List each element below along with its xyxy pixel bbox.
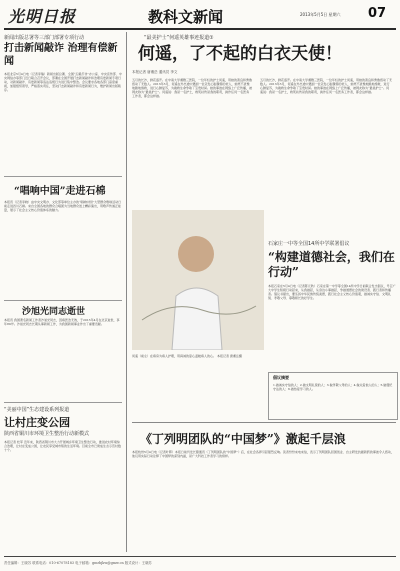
nurse-illustration: [132, 210, 264, 350]
article-body: 本报石家庄5月4日电（记者陈元秋）石家庄第一中学等全国14所中学日前联合发出倡议，号召广大中学生积极行动起来，从我做起，从身边小事做起，争做道德社会的建设者、践行者和传播者。倡议书提出，要弘扬中华民族传统美德，践行社会主义核心价值观，做诚实守信、文明礼貌、孝敬父母、尊敬师长的好学生。: [268, 284, 396, 300]
feature-body: 五月的长沙，鲜花盛开。在中南大学湘雅三医院，一位年轻的护士何遥，用她的善良和勇敢感动了无数人。2013年3月，何遥在外出途中遇到一位突发心脏骤停的老人，她毫不犹豫地跪地施救，进行心肺复苏，为挽救生命争取了宝贵时间。她的事迹在网络上广泛传播，被网友称为“最美护士”。何遥说：我是一名护士，救死扶伤是我的职责，换作任何一名医务工作者，都会这样做。: [132, 78, 252, 98]
left-column: [4, 32, 122, 554]
article-body: 本报记者 杜军 近年来，陕西省铜川市大力开展城乡环境卫生整治行动，推进农村环境综合治理，让村庄变成公园，让农民享受城市般的生活环境。目前全市已建成生态示范村数十个。: [4, 440, 122, 452]
issue-date: 2013年5月5日 星期六: [300, 12, 341, 17]
sidebar-body: 1.做诚实守信的人；2.做文明礼貌的人；3.做孝敬父母的人；4.做关爱他人的人；5.做遵纪守法的人；6.做热爱学习的人。: [273, 383, 393, 391]
feature-series: “最美护士”何遥英雄事迹报道①: [144, 35, 214, 41]
divider: [4, 402, 122, 403]
footer: 责任编辑：王晓苏 联系电话：010-67078183 电子邮箱：gmrbjkw@gmw.cn 版式设计：王晓苏: [4, 561, 152, 565]
article-headline: “唱响中国”走进石棉: [14, 186, 106, 197]
footer-rule: [4, 556, 396, 557]
masthead-rule: [4, 28, 396, 30]
column-divider: [126, 32, 127, 552]
masthead: [0, 0, 400, 30]
article-headline: 打击新闻敲诈 治理有偿新闻: [4, 43, 118, 67]
article-headline: “构建道德社会，我们在行动”: [268, 250, 395, 279]
bottom-headline: 《丁列明团队的“中国梦”》激起千层浪: [140, 432, 346, 446]
article-two: [268, 240, 396, 420]
article-headline: 沙旭光同志逝世: [22, 307, 86, 317]
divider: [132, 422, 396, 423]
article-kicker: 石家庄一中等全国14所中学联署倡议: [268, 241, 350, 247]
sidebar-box: [268, 372, 398, 420]
section-title: 教科文新闻: [148, 8, 224, 26]
sidebar-title: 倡议摘要: [273, 375, 289, 380]
newspaper-logo: 光明日报: [8, 7, 77, 26]
photo-caption: 何遥（前左）在病房为病人护理，用真诚的爱心温暖病人的心。 本报记者 唐湘岳摄: [132, 354, 242, 358]
bottom-body: 本报杭州5月4日电（记者叶辉）本报日前刊发长篇通讯《丁列明团队的“中国梦”》后，在社会各界引起强烈反响。读者纷纷来电来信，表示丁列明团队回国创业、自主研发抗癌新药的事迹令人感动，他们用实际行动诠释了中国梦的深刻内涵，是广大科技工作者学习的榜样。: [132, 450, 394, 458]
article-subhead: 陕西省铜川市环境卫生整治行动新模式: [4, 431, 90, 437]
feature-headline: 何遥，了不起的白衣天使！: [138, 44, 342, 64]
article-body: 本报北京5月4日电（记者李瑞）新闻出版总署、全国“扫黄打非”办公室、中央宣传部、中央网信办等部门近日联合召开会议，部署在全国开展打击新闻敲诈和治理有偿新闻专项行动，对新闻敲诈、有偿新闻等违法违规行为进行集中整治。会议要求各地各部门高度重视，加强组织领导，严格落实责任，坚决打击新闻敲诈和有偿新闻行为，维护新闻出版秩序。: [4, 72, 122, 92]
feature-byline: 本报记者 唐湘岳 通讯员 李文: [132, 70, 178, 74]
bottom-article: [132, 426, 396, 552]
divider: [4, 176, 122, 177]
feature-body: 五月的长沙，鲜花盛开。在中南大学湘雅三医院，一位年轻的护士何遥，用她的善良和勇敢感动了无数人。2013年3月，何遥在外出途中遇到一位突发心脏骤停的老人，她毫不犹豫地跪地施救，进行心肺复苏，为挽救生命争取了宝贵时间。她的事迹在网络上广泛传播，被网友称为“最美护士”。何遥说：我是一名护士，救死扶伤是我的职责，换作任何一名医务工作者，都会这样做。: [260, 78, 392, 94]
divider: [4, 300, 122, 301]
article-body: 本报讯 我国著名新闻工作者沙旭光同志，因病医治无效，于2013年4月在北京逝世，享年89岁。沙旭光同志长期从事新闻工作，为我国新闻事业作出了重要贡献。: [4, 318, 120, 326]
article-headline: 让村庄变公园: [4, 416, 70, 429]
article-kicker: “美丽中国”生态建设系列报道: [4, 407, 70, 413]
feature-photo: [132, 210, 264, 350]
page-number: 07: [368, 6, 387, 21]
article-kicker: 新闻出版总署等三部门部署专项行动: [4, 35, 85, 41]
article-body: 本报讯（记者李晓）由中央文明办、文化部等单位主办的“唱响中国”大型群众歌咏活动日前走进四川石棉。来自全国各地的群众合唱团为当地群众送上精彩演出，用歌声传递正能量，展示了社会主义核心价值体系的魅力。: [4, 200, 122, 212]
